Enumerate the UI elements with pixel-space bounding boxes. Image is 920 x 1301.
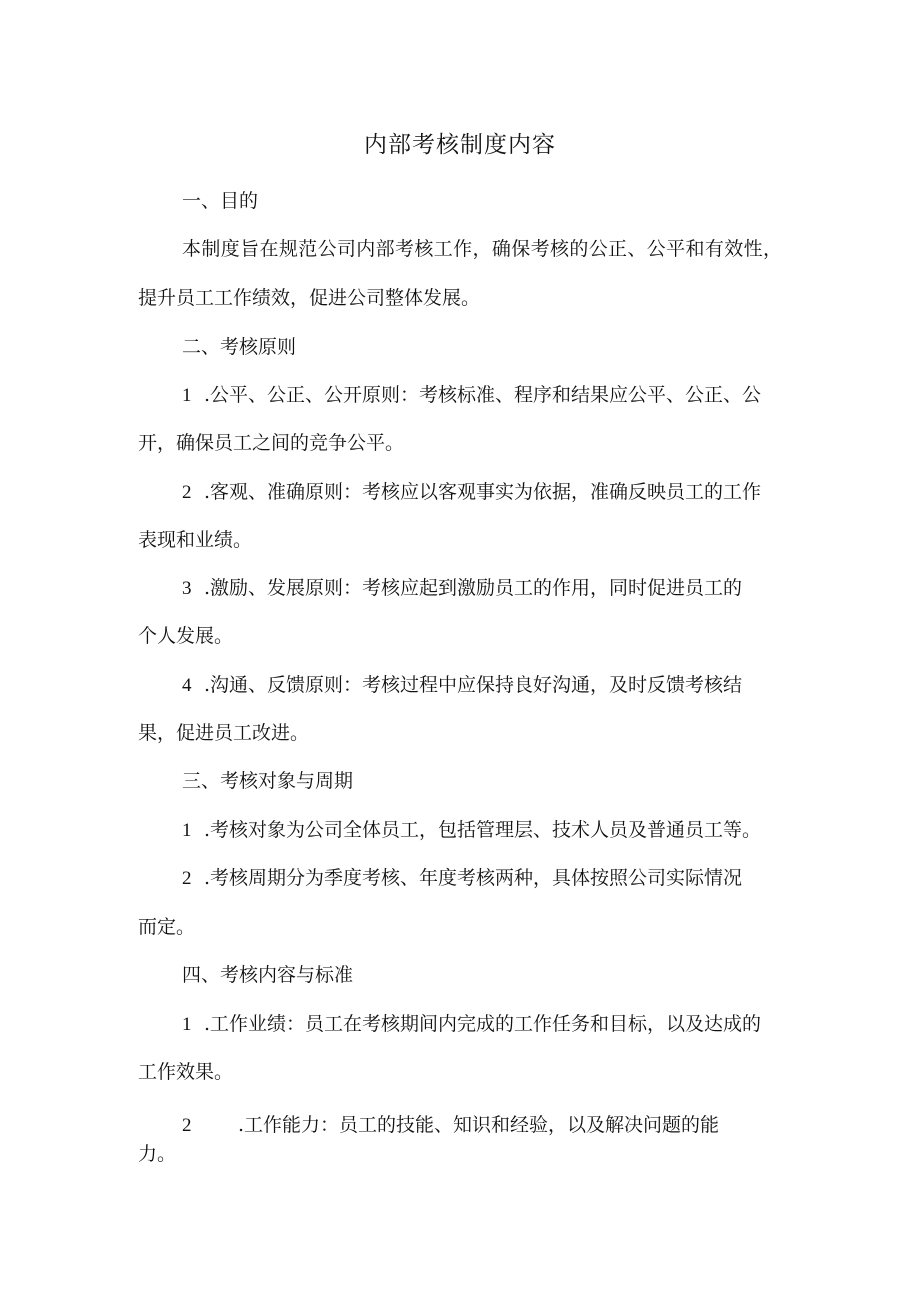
list-text: .工作能力：员工的技能、知识和经验，以及解决问题的能 bbox=[238, 1114, 720, 1136]
principle-item-3-line-1 bbox=[182, 573, 742, 604]
list-text: .客观、准确原则：考核应以客观事实为依据，准确反映员工的工作 bbox=[204, 481, 762, 503]
scope-item-2-line-2: 而定。 bbox=[138, 916, 196, 938]
content-item-2-line-2: 力。 bbox=[138, 1143, 177, 1165]
list-text: .工作业绩：员工在考核期间内完成的工作任务和目标，以及达成的 bbox=[204, 1013, 762, 1035]
list-number: 3 bbox=[182, 578, 192, 599]
section-heading-content-standards: 四、考核内容与标准 bbox=[182, 964, 354, 986]
content-item-2-line-1 bbox=[182, 1110, 719, 1141]
list-text: .考核对象为公司全体员工，包括管理层、技术人员及普通员工等。 bbox=[204, 819, 762, 841]
list-number: 2 bbox=[182, 1115, 192, 1136]
section-heading-purpose: 一、目的 bbox=[182, 190, 259, 212]
principle-item-2-line-1 bbox=[182, 477, 761, 508]
principle-item-1-line-2: 开，确保员工之间的竞争公平。 bbox=[138, 432, 405, 454]
list-number: 1 bbox=[182, 385, 192, 406]
content-item-1-line-1 bbox=[182, 1009, 761, 1040]
content-item-1-line-2: 工作效果。 bbox=[138, 1061, 234, 1083]
list-text: .激励、发展原则：考核应起到激励员工的作用，同时促进员工的 bbox=[204, 577, 743, 599]
principle-item-3-line-2: 个人发展。 bbox=[138, 625, 234, 647]
section-heading-scope-cycle: 三、考核对象与周期 bbox=[182, 770, 354, 792]
scope-item-2-line-1 bbox=[182, 863, 742, 894]
list-number: 1 bbox=[182, 820, 192, 841]
list-number: 2 bbox=[182, 482, 192, 503]
principle-item-1-line-1 bbox=[182, 380, 761, 411]
list-text: .公平、公正、公开原则：考核标准、程序和结果应公平、公正、公 bbox=[204, 384, 762, 406]
list-text: .沟通、反馈原则：考核过程中应保持良好沟通，及时反馈考核结 bbox=[204, 674, 743, 696]
principle-item-4-line-1 bbox=[182, 670, 742, 701]
list-number: 2 bbox=[182, 868, 192, 889]
list-text: .考核周期分为季度考核、年度考核两种，具体按照公司实际情况 bbox=[204, 867, 743, 889]
principle-item-2-line-2: 表现和业绩。 bbox=[138, 529, 253, 551]
section-heading-principles: 二、考核原则 bbox=[182, 336, 297, 358]
paragraph-purpose-line-2: 提升员工工作绩效，促进公司整体发展。 bbox=[138, 287, 481, 309]
principle-item-4-line-2: 果，促进员工改进。 bbox=[138, 722, 310, 744]
scope-item-1-line-1 bbox=[182, 815, 761, 846]
document-title: 内部考核制度内容 bbox=[364, 132, 556, 158]
list-number: 1 bbox=[182, 1014, 192, 1035]
list-number: 4 bbox=[182, 675, 192, 696]
paragraph-purpose-line-1: 本制度旨在规范公司内部考核工作，确保考核的公正、公平和有效性， bbox=[182, 238, 782, 260]
